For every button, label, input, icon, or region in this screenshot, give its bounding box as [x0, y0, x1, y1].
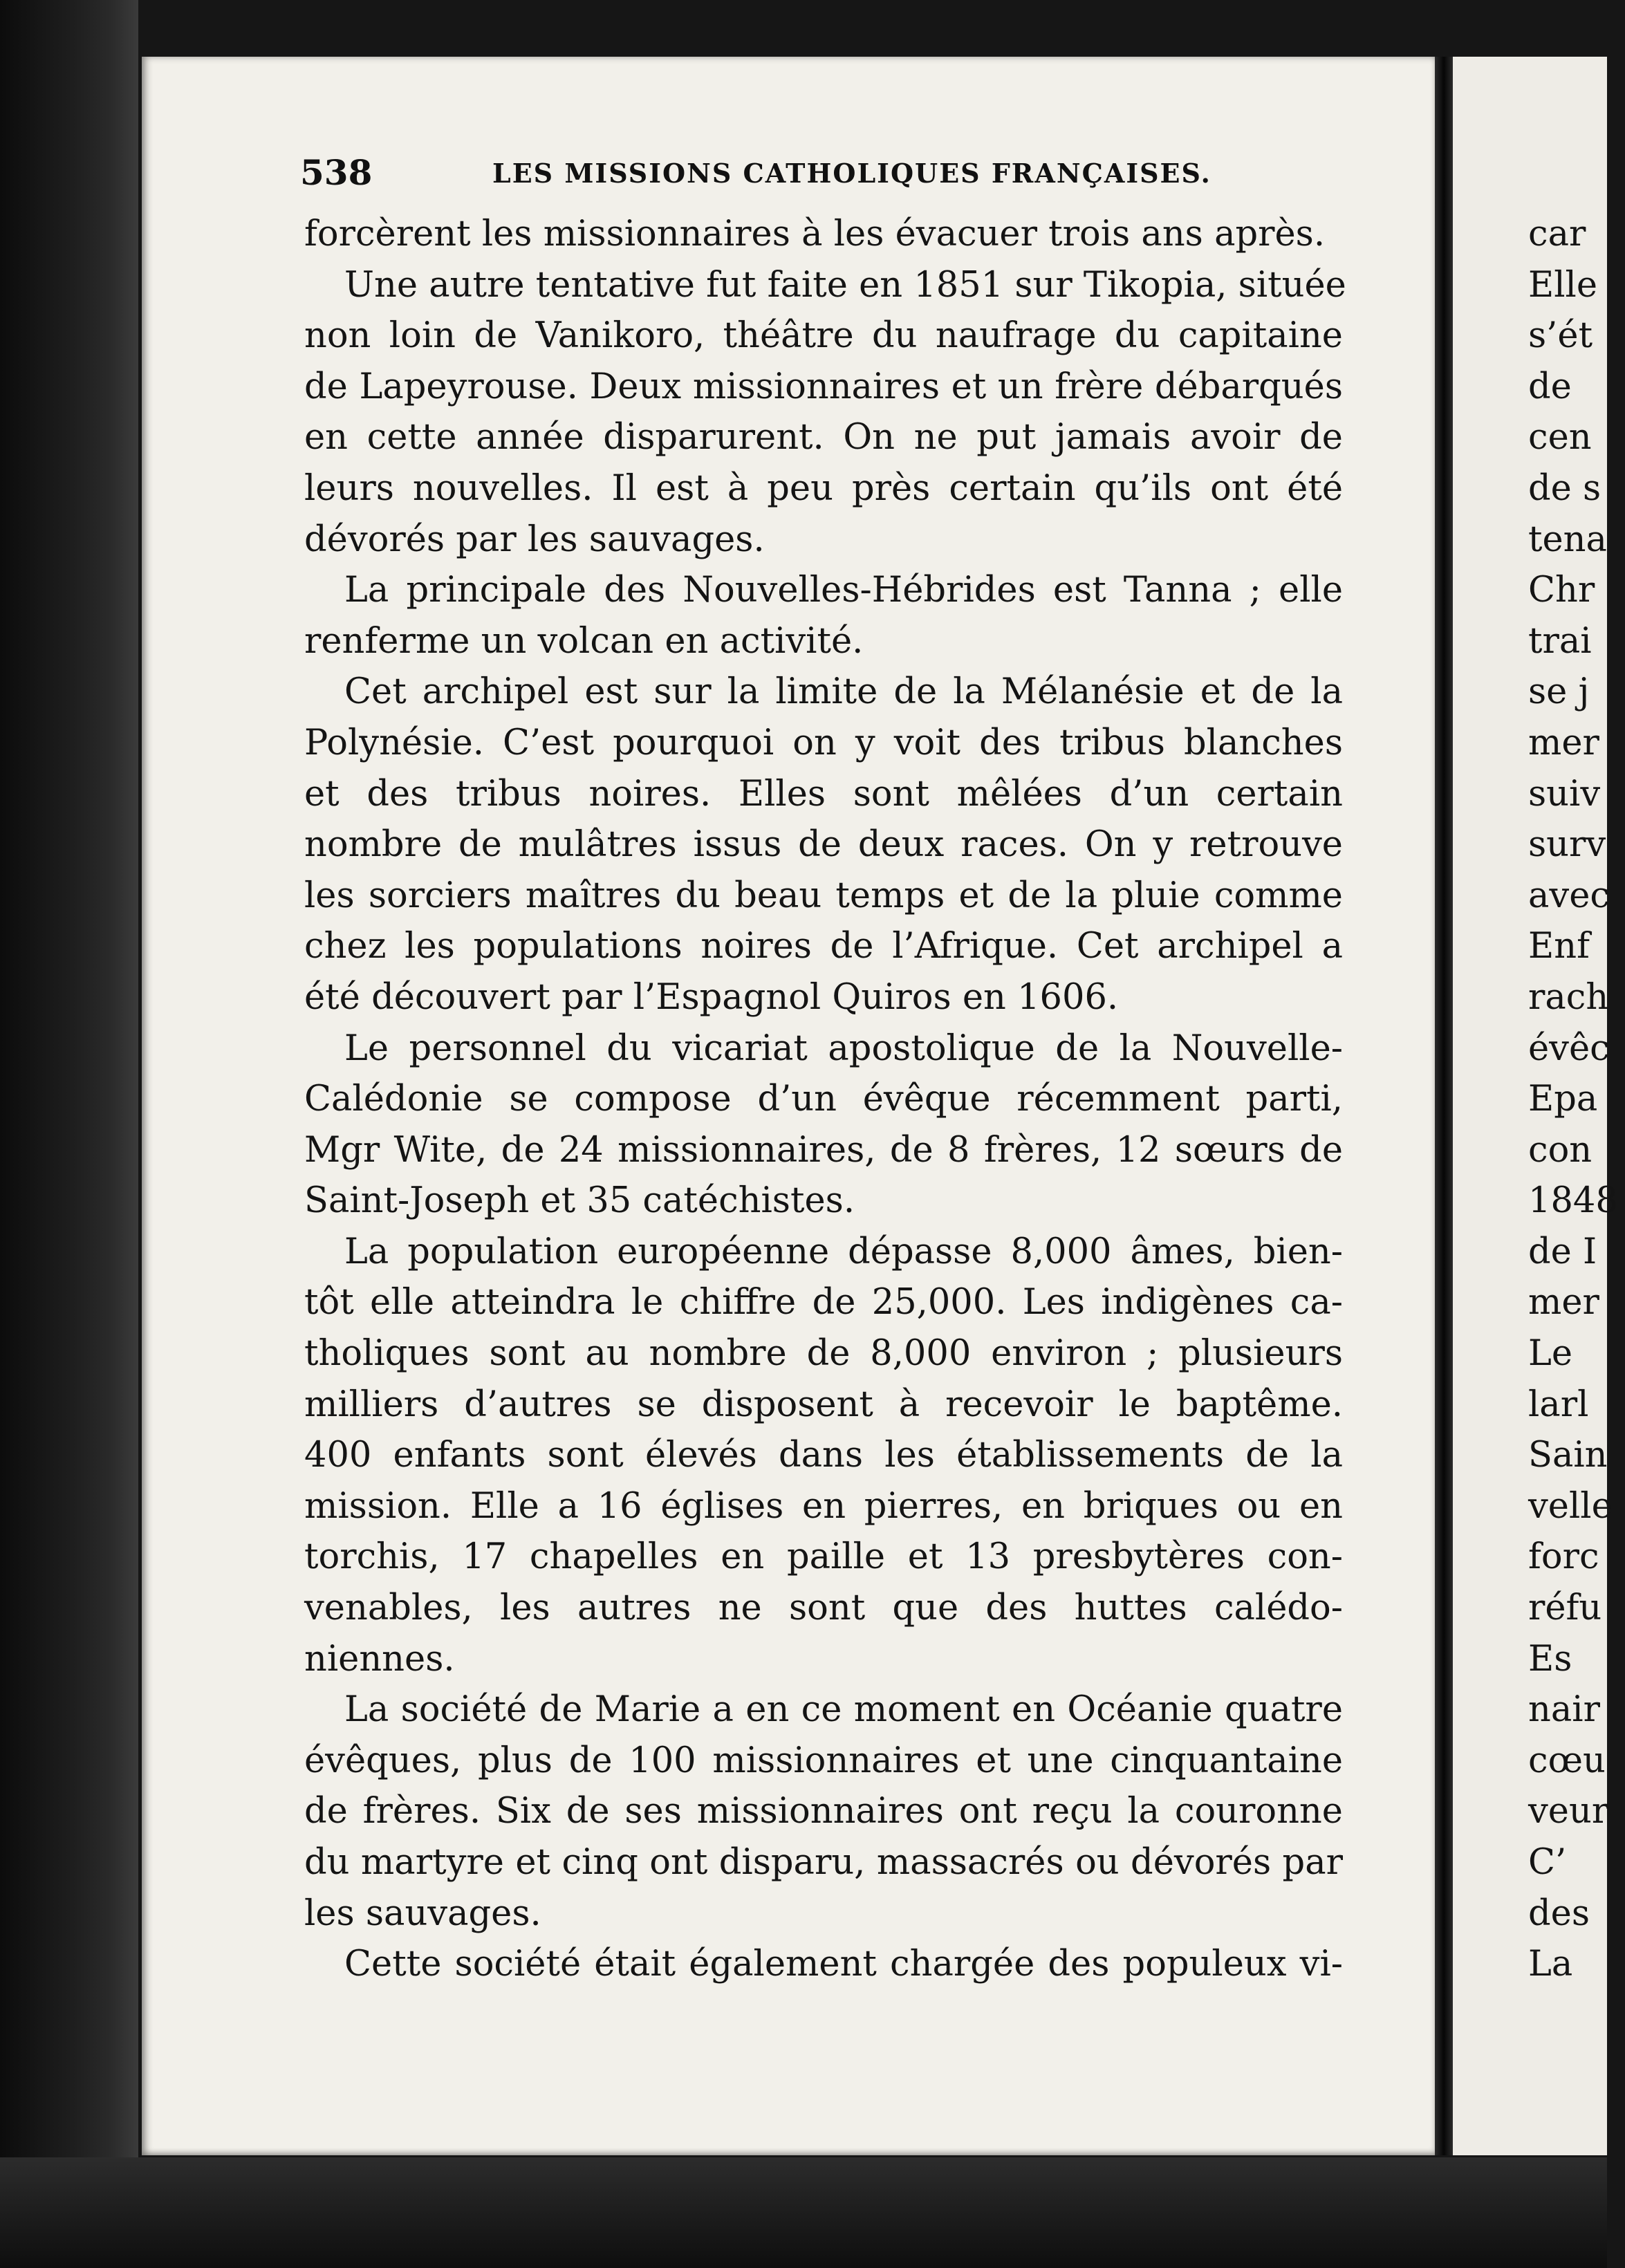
text-line: Saint-Joseph et 35 catéchistes. [304, 1180, 855, 1222]
right-page-fragment: Elle [1528, 264, 1598, 306]
right-page-fragment: de [1528, 366, 1572, 407]
running-head [300, 152, 1344, 194]
text-line: niennes. [304, 1638, 455, 1680]
right-page-fragment: de s [1528, 467, 1601, 509]
right-page-fragment: s’ét [1528, 315, 1593, 357]
text-line: et des tribus noires. Elles sont mêlées d’un certain [304, 773, 1343, 815]
right-page-fragment: réfu [1528, 1588, 1602, 1629]
text-line: Le personnel du vicariat apostolique de la Nouvelle- [344, 1028, 1343, 1069]
text-line: La population européenne dépasse 8,000 âmes, bien- [344, 1231, 1343, 1272]
text-line: les sorciers maîtres du beau temps et de la pluie comme [304, 875, 1343, 916]
right-page-fragment: Es [1528, 1638, 1572, 1680]
right-page-fragment: Epa [1528, 1079, 1598, 1120]
text-line: dévorés par les sauvages. [304, 519, 765, 560]
right-page-fragment: Chr [1528, 570, 1595, 611]
right-page-fragment: nair [1528, 1689, 1600, 1731]
book-gutter [1435, 57, 1453, 2155]
text-line: La principale des Nouvelles-Hébrides est Tanna ; elle [344, 570, 1343, 611]
text-line: nombre de mulâtres issus de deux races. On y retrouve [304, 824, 1343, 866]
right-page-fragment: con [1528, 1129, 1593, 1171]
text-line: forcèrent les missionnaires à les évacuer trois ans après. [304, 214, 1326, 254]
right-page-fragment: Le [1528, 1333, 1573, 1375]
text-line: Polynésie. C’est pourquoi on y voit des tribus blanches [304, 722, 1343, 763]
text-line: renferme un volcan en activité. [304, 620, 864, 662]
right-page-fragment: se j [1528, 671, 1590, 713]
right-page-fragment: Enf [1528, 926, 1590, 967]
right-page-fragment: forc [1528, 1536, 1599, 1578]
right-page-fragment: mer [1528, 1282, 1599, 1323]
text-line: mission. Elle a 16 églises en pierres, en briques ou en [304, 1485, 1343, 1527]
text-line: leurs nouvelles. Il est à peu près certain qu’ils ont été [304, 467, 1343, 509]
right-page-fragment: cen [1528, 417, 1592, 458]
right-page-fragment: rach [1528, 976, 1609, 1018]
text-line: torchis, 17 chapelles en paille et 13 presbytères con- [304, 1536, 1343, 1578]
scan-edge-left [0, 0, 138, 2268]
scan-edge-bottom [0, 2157, 1607, 2268]
right-page-fragment: 1848 [1528, 1180, 1618, 1222]
right-page-fragment: veur [1528, 1791, 1609, 1832]
text-line: La société de Marie a en ce moment en Océanie quatre [344, 1689, 1343, 1731]
text-line: Cet archipel est sur la limite de la Mélanésie et de la [344, 671, 1343, 713]
right-page-fragment: surv [1528, 824, 1606, 866]
text-line: de Lapeyrouse. Deux missionnaires et un frère débarqués [304, 366, 1343, 407]
right-page-fragment: de I [1528, 1231, 1597, 1272]
text-line: en cette année disparurent. On ne put jamais avoir de [304, 417, 1343, 458]
right-page-text [1528, 209, 1625, 1990]
text-line: milliers d’autres se disposent à recevoir le baptême. [304, 1384, 1343, 1425]
right-page-fragment: car [1528, 214, 1586, 254]
right-page-fragment: larl [1528, 1384, 1589, 1425]
text-line: Cette société était également chargée des populeux vi- [344, 1944, 1343, 1985]
text-line: tôt elle atteindra le chiffre de 25,000. Les indigènes ca- [304, 1282, 1343, 1323]
text-line: tholiques sont au nombre de 8,000 environ ; plusieurs [304, 1333, 1343, 1375]
right-page-fragment: évêc [1528, 1028, 1610, 1069]
right-page-fragment: des [1528, 1893, 1590, 1934]
right-page-fragment: velle [1528, 1485, 1613, 1527]
running-title: LES MISSIONS CATHOLIQUES FRANÇAISES. [492, 158, 1211, 189]
right-page-fragment: C’ [1528, 1842, 1567, 1883]
text-line: les sauvages. [304, 1893, 541, 1934]
right-page-fragment: Sain [1528, 1435, 1608, 1476]
text-line: venables, les autres ne sont que des huttes calédo- [304, 1588, 1343, 1629]
text-line: chez les populations noires de l’Afrique. Cet archipel a [304, 926, 1343, 967]
text-line: du martyre et cinq ont disparu, massacrés ou dévorés par [304, 1842, 1343, 1883]
text-line: 400 enfants sont élevés dans les établissements de la [304, 1435, 1343, 1476]
right-page-fragment: avec [1528, 875, 1610, 916]
text-line: Une autre tentative fut faite en 1851 sur Tikopia, située [344, 264, 1346, 306]
page-number: 538 [300, 152, 373, 193]
text-line: de frères. Six de ses missionnaires ont reçu la couronne [304, 1791, 1343, 1832]
right-page-fragment: suiv [1528, 773, 1601, 815]
text-line: non loin de Vanikoro, théâtre du naufrage du capitaine [304, 315, 1343, 357]
text-line: Mgr Wite, de 24 missionnaires, de 8 frères, 12 sœurs de [304, 1129, 1343, 1171]
right-page-fragment: trai [1528, 620, 1592, 662]
right-page-fragment: La [1528, 1944, 1573, 1985]
text-line: été découvert par l’Espagnol Quiros en 1606. [304, 976, 1119, 1018]
right-page-fragment: tena [1528, 519, 1607, 560]
text-line: Calédonie se compose d’un évêque récemment parti, [304, 1079, 1343, 1120]
text-line: évêques, plus de 100 missionnaires et une cinquantaine [304, 1740, 1343, 1781]
body-text [304, 209, 1346, 1990]
right-page-fragment: mer [1528, 722, 1599, 763]
right-page-fragment: cœu [1528, 1740, 1606, 1781]
